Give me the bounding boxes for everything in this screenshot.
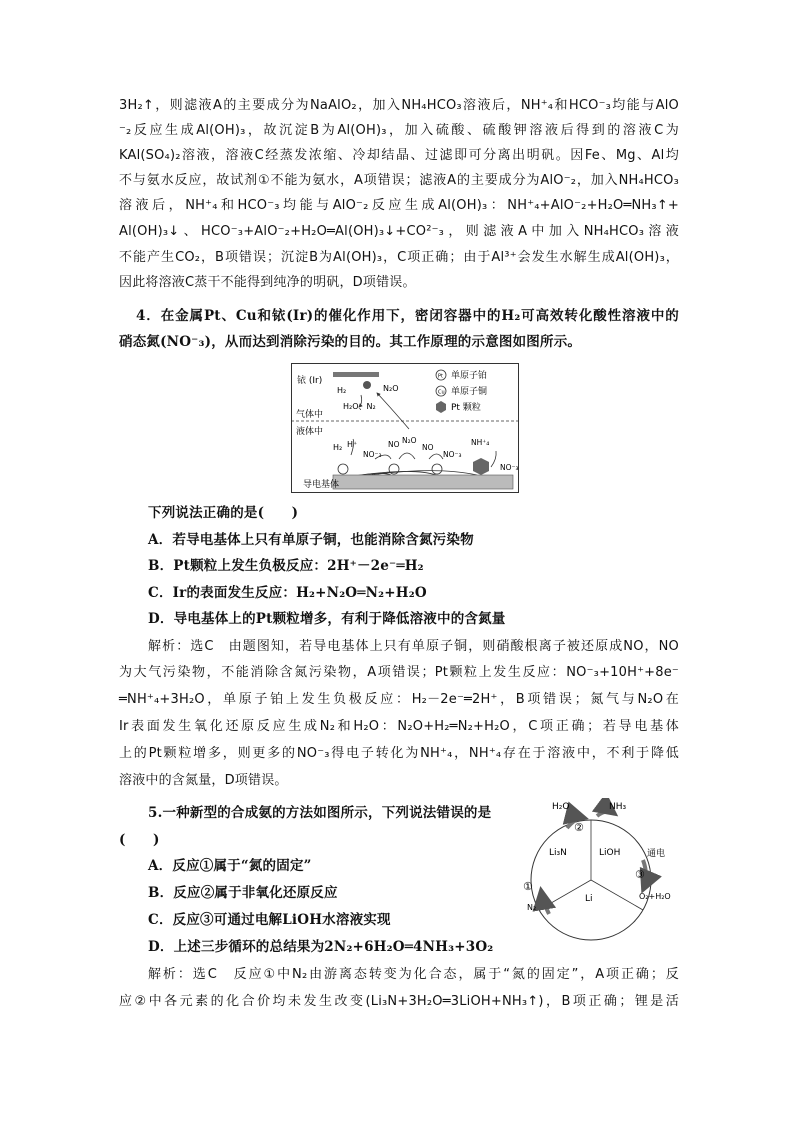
question-stem: ( ) — [119, 832, 160, 848]
solution-line: ═NH⁺₄+3H₂O，单原子铂上发生负极反应：H₂－2e⁻═2H⁺，B项错误；氮气与N₂O在 — [119, 692, 679, 707]
h2-label: H₂ — [337, 386, 347, 395]
legend-pt-particle: Pt 颗粒 — [451, 403, 481, 413]
reaction-2-label: ② — [574, 821, 584, 834]
n2o-bottom-label: N₂O — [402, 436, 417, 445]
solution-line: 解析：选C 由题图知，若导电基体上只有单原子铜，则硝酸根离子被还原成NO，NO — [148, 639, 679, 654]
question-prompt: 下列说法正确的是( ) — [148, 505, 299, 521]
n2-label: N₂ — [527, 903, 537, 912]
text-line: 不能产生CO₂，B项错误；沉淀B为Al(OH)₃，C项正确；由于Al³⁺会发生水解生成Al(OH)₃， — [119, 250, 679, 265]
no-label-b: NO — [422, 443, 434, 452]
nh3-label: NH₃ — [609, 802, 627, 812]
solution-line: 解析：选C 反应①中N₂由游离态转变为化合态，属于“氮的固定”，A项正确；反 — [148, 967, 679, 982]
legend-pt-single: 单原子铂 — [451, 371, 488, 381]
legend-cu-single: 单原子铜 — [451, 387, 488, 397]
solution-line: 上的Pt颗粒增多，则更多的NO⁻₃得电子转化为NH⁺₄，NH⁺₄存在于溶液中，不利于降低 — [119, 746, 679, 761]
no-label-a: NO — [388, 440, 400, 449]
solution-line: 应②中各元素的化合价均未发生改变(Li₃N+3H₂O═3LiOH+NH₃↑)，B项正确；锂是活 — [119, 994, 679, 1009]
reaction-1-label: ① — [523, 880, 533, 893]
text-line: ⁻₂反应生成Al(OH)₃，故沉淀B为Al(OH)₃，加入硫酸、硫酸钾溶液后得到的溶液C为 — [119, 123, 679, 138]
option-c: C．Ir的表面发生反应：H₂+N₂O═N₂+H₂O — [148, 585, 427, 601]
nh4-label: NH⁺₄ — [471, 438, 490, 447]
option-d: D．上述三步循环的总结果为2N₂+6H₂O═4NH₃+3O₂ — [148, 939, 494, 955]
solution-line: 为大气污染物，不能消除含氮污染物，A项错误；Pt颗粒上发生反应：NO⁻₃+10H⁺+8e⁻ — [119, 665, 679, 680]
question-stem: 4．在金属Pt、Cu和铱(Ir)的催化作用下，密闭容器中的H₂可高效转化酸性溶液中的 — [136, 308, 679, 324]
text-line: 3H₂↑，则滤液A的主要成分为NaAlO₂，加入NH₄HCO₃溶液后，NH⁺₄和HCO⁻₃均能与AlO — [119, 98, 679, 113]
question-stem: 硝态氮(NO⁻₃)，从而达到消除污染的目的。其工作原理的示意图如图所示。 — [119, 334, 582, 350]
catalysis-diagram — [291, 363, 519, 493]
option-a: A．反应①属于“氮的固定” — [148, 858, 312, 874]
h2-bottom-label: H₂ — [333, 443, 343, 452]
pt-single-atom-icon — [338, 464, 348, 474]
h2o-n2-label: H₂O、N₂ — [343, 402, 376, 411]
h2o-label: H₂O — [552, 802, 570, 812]
substrate-bar — [333, 475, 513, 489]
option-d: D．导电基体上的Pt颗粒增多，有利于降低溶液中的含氮量 — [148, 611, 506, 627]
option-c: C．反应③可通过电解LiOH水溶液实现 — [148, 912, 391, 928]
text-line: 因此将溶液C蒸干不能得到纯净的明矾，D项错误。 — [119, 275, 416, 290]
text-line: Al(OH)₃↓、HCO⁻₃+AlO⁻₂+H₂O═Al(OH)₃↓+CO²⁻₃，则滤液A中加入NH₄HCO₃溶液 — [119, 224, 679, 239]
no3-label-a: NO⁻₃ — [363, 450, 382, 459]
pt-single-atom-icon — [363, 381, 371, 389]
solution-line: Ir表面发生氧化还原反应生成N₂和H₂O：N₂O+H₂═N₂+H₂O，C项正确；若导电基体 — [119, 719, 679, 734]
option-b: B．反应②属于非氧化还原反应 — [148, 885, 338, 901]
n2o-label: N₂O — [383, 384, 399, 393]
liquid-phase-label: 液体中 — [296, 427, 324, 437]
legend-pt-mark: Pt — [438, 373, 443, 380]
option-b: B．Pt颗粒上发生负极反应：2H⁺－2e⁻═H₂ — [148, 558, 424, 574]
no3-label-c: NO⁻₃ — [500, 463, 519, 472]
hplus-label: H⁺ — [347, 440, 358, 449]
text-line: 溶液后，NH⁺₄和HCO⁻₃均能与AlO⁻₂反应生成Al(OH)₃：NH⁺₄+AlO⁻₂+H₂O═NH₃↑+ — [119, 198, 679, 213]
ir-label: 铱 (Ir) — [297, 376, 323, 386]
text-line: 不与氨水反应，故试剂①不能为氨水，A项错误；滤液A的主要成分为AlO⁻₂，加入NH₄HCO₃ — [119, 173, 679, 188]
o2-h2o-label: O₂+H₂O — [639, 892, 671, 901]
option-a: A．若导电基体上只有单原子铜，也能消除含氮污染物 — [148, 532, 474, 548]
iridium-bar — [333, 372, 379, 377]
reaction-3-label: ③ — [635, 868, 645, 881]
no3-label-b: NO⁻₃ — [443, 450, 462, 459]
question-stem: 5.一种新型的合成氨的方法如图所示，下列说法错误的是 — [148, 805, 492, 821]
li3n-label: Li₃N — [549, 848, 567, 858]
ammonia-cycle-diagram — [519, 798, 694, 948]
substrate-label: 导电基体 — [303, 480, 340, 490]
electrolysis-label: 通电 — [647, 849, 666, 859]
legend-cu-mark: Cu — [438, 389, 445, 396]
li-label: Li — [585, 894, 593, 904]
text-line: KAl(SO₄)₂溶液，溶液C经蒸发浓缩、冷却结晶、过滤即可分离出明矾。因Fe、Mg、Al均 — [119, 148, 679, 163]
gas-phase-label: 气体中 — [296, 410, 324, 420]
solution-line: 溶液中的含氮量，D项错误。 — [119, 773, 288, 788]
lioh-label: LiOH — [599, 848, 621, 858]
cu-single-atom-icon — [432, 464, 442, 474]
